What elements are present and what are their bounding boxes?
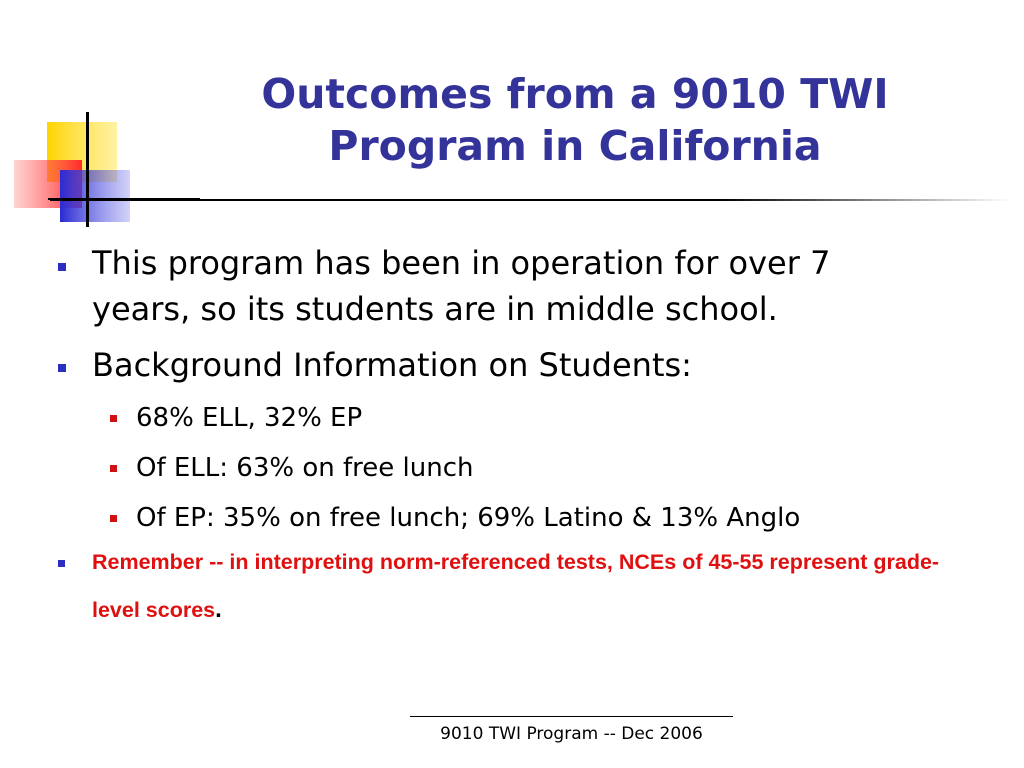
title-line-1: Outcomes from a 9010 TWI <box>261 70 889 118</box>
sub-bullet-text: Of ELL: 63% on free lunch <box>136 453 474 483</box>
bullet-text: Background Information on Students: <box>92 346 692 384</box>
square-bullet-icon <box>58 560 65 567</box>
square-bullet-icon <box>110 465 117 472</box>
slide-footer: 9010 TWI Program -- Dec 2006 <box>440 724 703 744</box>
square-bullet-icon <box>58 364 66 372</box>
square-bullet-icon <box>58 263 66 271</box>
sub-bullet-text: 68% ELL, 32% EP <box>136 403 363 433</box>
title-line-2: Program in California <box>328 122 822 170</box>
remember-text <box>92 538 962 634</box>
square-bullet-icon <box>110 515 117 522</box>
remember-period: . <box>215 596 222 623</box>
bullet-text-line-1: This program has been in operation for over 7 <box>92 244 831 282</box>
sub-bullet-text: Of EP: 35% on free lunch; 69% Latino & 13% Anglo <box>136 503 801 533</box>
footer-divider <box>410 716 733 717</box>
remember-note-text: Remember -- in interpreting norm-referenced tests, NCEs of 45-55 represent grade-level scores <box>92 550 940 622</box>
square-bullet-icon <box>110 415 117 422</box>
bullet-text-line-2: years, so its students are in middle school. <box>92 290 778 328</box>
